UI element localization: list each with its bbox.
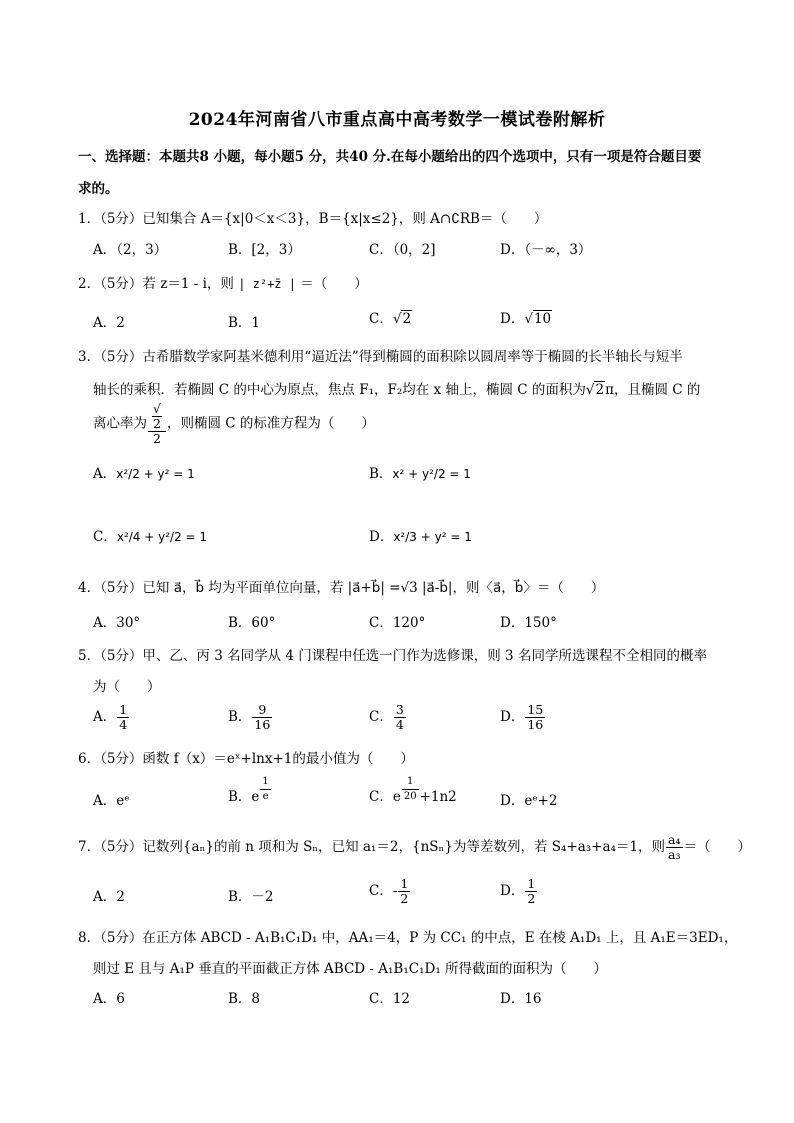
question-4-stem: 4．（5分）已知 a⃗，b⃗ 均为平面单位向量，若 |a⃗+b⃗| =√3 |a⃗-b⃗|，则〈a⃗，b⃗〉＝（ ） bbox=[78, 580, 605, 596]
question-6-option-b-base: e bbox=[251, 789, 260, 805]
question-3-line1: 3．（5分）古希腊数学家阿基米德利用“逼近法”得到椭圆的面积除以圆周率等于椭圆的长半轴长与短半 bbox=[78, 349, 683, 365]
eccentricity-numerator: 2 bbox=[153, 416, 161, 431]
question-5-option-b bbox=[228, 703, 273, 732]
question-5-option-d-fraction bbox=[525, 703, 545, 732]
question-2-option-d-label: D． bbox=[500, 311, 525, 327]
question-7-option-b: B．－2 bbox=[228, 889, 274, 905]
numerator: 1 bbox=[260, 775, 270, 790]
question-5-line1: 5．（5分）甲、乙、丙 3 名同学从 4 门课程中任选一门作为选修课，则 3 名同学所选课程不全相同的概率 bbox=[78, 648, 707, 664]
question-3-option-d bbox=[369, 525, 472, 545]
denominator: 2 bbox=[527, 891, 536, 906]
question-5-option-c bbox=[369, 703, 407, 732]
question-2-stem bbox=[78, 272, 368, 292]
question-2-option-d bbox=[500, 307, 552, 327]
question-8-option-a: A．6 bbox=[93, 991, 125, 1007]
question-3-line3-end: ，则椭圆 C 的标准方程为（ ） bbox=[166, 415, 375, 432]
numerator: 15 bbox=[527, 702, 544, 717]
question-3-option-b bbox=[369, 462, 471, 482]
question-8-option-b: B．8 bbox=[228, 991, 261, 1007]
question-3-line3 bbox=[93, 402, 375, 446]
question-6-option-c-base: e bbox=[392, 789, 401, 805]
numerator: 1 bbox=[400, 876, 409, 891]
question-5-option-c-fraction bbox=[394, 703, 406, 732]
question-3-option-b-expression: x² + y²/2 = 1 bbox=[392, 467, 471, 481]
eccentricity-fraction: √ 2 2 bbox=[148, 402, 166, 446]
question-3-line3-start: 离心率为 bbox=[93, 415, 147, 432]
question-1-option-b: B．[2，3） bbox=[228, 242, 301, 258]
question-7-option-c bbox=[369, 877, 411, 906]
numerator: 1 bbox=[119, 702, 128, 717]
question-4-option-a: A．30° bbox=[93, 615, 141, 631]
numerator: 9 bbox=[252, 703, 272, 718]
section-instructions-line1: 一、选择题：本题共8 小题，每小题5 分，共40 分.在每小题给出的四个选项中，只有一项是符合题目要 bbox=[78, 149, 702, 165]
question-1-option-d: D．（－∞，3） bbox=[500, 242, 592, 258]
numerator: a₄ bbox=[668, 832, 681, 847]
question-2-option-a: A．2 bbox=[93, 315, 125, 331]
question-2-option-c-label: C． bbox=[369, 311, 393, 327]
question-6-option-a: A．eᵉ bbox=[93, 793, 130, 809]
question-3-option-d-label: D． bbox=[369, 529, 394, 545]
numerator: 3 bbox=[395, 702, 404, 717]
denominator: 4 bbox=[395, 717, 404, 732]
question-5-option-a bbox=[93, 703, 130, 732]
question-2-option-c bbox=[369, 307, 412, 327]
question-1-option-c: C．（0，2] bbox=[369, 242, 436, 258]
question-3-option-c-label: C． bbox=[93, 529, 117, 545]
question-2-option-b: B．1 bbox=[228, 315, 261, 331]
question-3-option-c bbox=[93, 525, 207, 545]
question-8-option-c: C．12 bbox=[369, 991, 411, 1007]
question-8-line2: 则过 E 且与 A₁P 垂直的平面截正方体 ABCD - A₁B₁C₁D₁ 所得截面的面积为（ ） bbox=[93, 961, 608, 977]
question-8-option-d: D．16 bbox=[500, 991, 542, 1007]
question-7-option-d bbox=[500, 877, 538, 906]
denominator: a₃ bbox=[668, 847, 681, 862]
sqrt-symbol: √2 bbox=[585, 382, 605, 398]
question-7-option-c-label: C． bbox=[369, 883, 393, 899]
question-4-option-c: C．120° bbox=[369, 615, 426, 631]
question-8-line1: 8．（5分）在正方体 ABCD - A₁B₁C₁D₁ 中，AA₁＝4，P 为 CC₁ 的中点，E 在棱 A₁D₁ 上，且 A₁E＝3ED₁， bbox=[78, 930, 738, 946]
question-6-option-b-exponent bbox=[260, 775, 270, 804]
question-2-option-d-radicand: 10 bbox=[533, 311, 552, 327]
question-7-suffix: ＝（ ） bbox=[683, 839, 752, 855]
question-6-option-b-label: B． bbox=[228, 789, 252, 805]
denominator: 20 bbox=[403, 791, 417, 802]
question-5-line2: 为（ ） bbox=[93, 679, 161, 695]
question-3-option-a-label: A． bbox=[93, 466, 117, 482]
question-3-area-radicand: 2 bbox=[595, 382, 605, 398]
eccentricity-denominator: 2 bbox=[153, 431, 161, 446]
question-2-expression: | z²+z̄ | bbox=[238, 277, 296, 291]
question-5-option-b-fraction bbox=[252, 703, 272, 732]
denominator: 16 bbox=[254, 717, 271, 732]
numerator: 1 bbox=[402, 775, 419, 790]
question-6-option-c-exponent bbox=[402, 775, 419, 804]
question-7-ratio-fraction bbox=[666, 833, 682, 862]
question-3-option-b-label: B． bbox=[369, 466, 393, 482]
question-6-option-c-tail: +1n2 bbox=[419, 789, 457, 805]
question-4-option-b: B．60° bbox=[228, 615, 276, 631]
question-6-option-b bbox=[228, 775, 272, 805]
question-7-option-d-fraction bbox=[525, 877, 537, 906]
question-1-stem: 1．（5分）已知集合 A＝{x|0＜x＜3}，B＝{x|x≤2}，则 A∩∁RB＝（ ） bbox=[78, 211, 548, 227]
question-3-line2-start: 轴长的乘积．若椭圆 C 的中心为原点，焦点 F₁，F₂均在 x 轴上，椭圆 C 的面积为 bbox=[93, 382, 586, 398]
question-7-option-c-fraction bbox=[398, 877, 410, 906]
section-instructions-line2: 求的。 bbox=[78, 181, 119, 197]
question-7-option-a: A．2 bbox=[93, 889, 125, 905]
question-3-option-a bbox=[93, 462, 195, 482]
question-2-option-c-radicand: 2 bbox=[402, 311, 412, 327]
sqrt-symbol: √10 bbox=[524, 311, 552, 327]
question-5-option-a-fraction bbox=[117, 703, 129, 732]
question-6-option-c bbox=[369, 775, 457, 805]
question-2-prefix: 2．（5分）若 z＝1 - i，则 bbox=[78, 276, 234, 292]
question-3-line2 bbox=[93, 378, 700, 398]
question-5-option-a-label: A． bbox=[93, 709, 117, 725]
exam-title: 2024年河南省八市重点高中高考数学一模试卷附解析 bbox=[188, 110, 606, 130]
question-5-option-c-label: C． bbox=[369, 709, 393, 725]
numerator: 1 bbox=[527, 876, 536, 891]
question-1-option-a: A．（2，3） bbox=[93, 242, 168, 258]
question-5-option-d bbox=[500, 703, 546, 732]
denominator: 2 bbox=[400, 891, 409, 906]
sqrt-symbol: √2 bbox=[392, 311, 412, 327]
question-4-option-d: D．150° bbox=[500, 615, 557, 631]
question-3-option-a-expression: x²/2 + y² = 1 bbox=[116, 467, 195, 481]
question-7-stem-text: 7．（5分）记数列{aₙ}的前 n 项和为 Sₙ，已知 a₁＝2，{nSₙ}为等差数列，若 S₄+a₃+a₄＝1，则 bbox=[78, 839, 666, 855]
question-5-option-d-label: D． bbox=[500, 709, 525, 725]
question-3-option-c-expression: x²/4 + y²/2 = 1 bbox=[116, 530, 208, 544]
denominator: 4 bbox=[119, 717, 128, 732]
question-7-option-c-sign: - bbox=[392, 883, 398, 899]
question-6-option-c-label: C． bbox=[369, 789, 393, 805]
denominator: e bbox=[262, 791, 269, 802]
question-6-option-d: D．eᵉ+2 bbox=[500, 793, 558, 809]
question-6-stem: 6．（5分）函数 f（x）＝eˣ+lnx+1的最小值为（ ） bbox=[78, 751, 414, 767]
question-7-option-d-label: D． bbox=[500, 883, 525, 899]
question-7-stem bbox=[78, 833, 751, 862]
question-3-option-d-expression: x²/3 + y² = 1 bbox=[393, 530, 472, 544]
question-3-line2-end: π，且椭圆 C 的 bbox=[605, 382, 701, 398]
question-5-option-b-label: B． bbox=[228, 709, 252, 725]
denominator: 16 bbox=[527, 717, 544, 732]
question-2-suffix: ＝（ ） bbox=[300, 276, 368, 292]
